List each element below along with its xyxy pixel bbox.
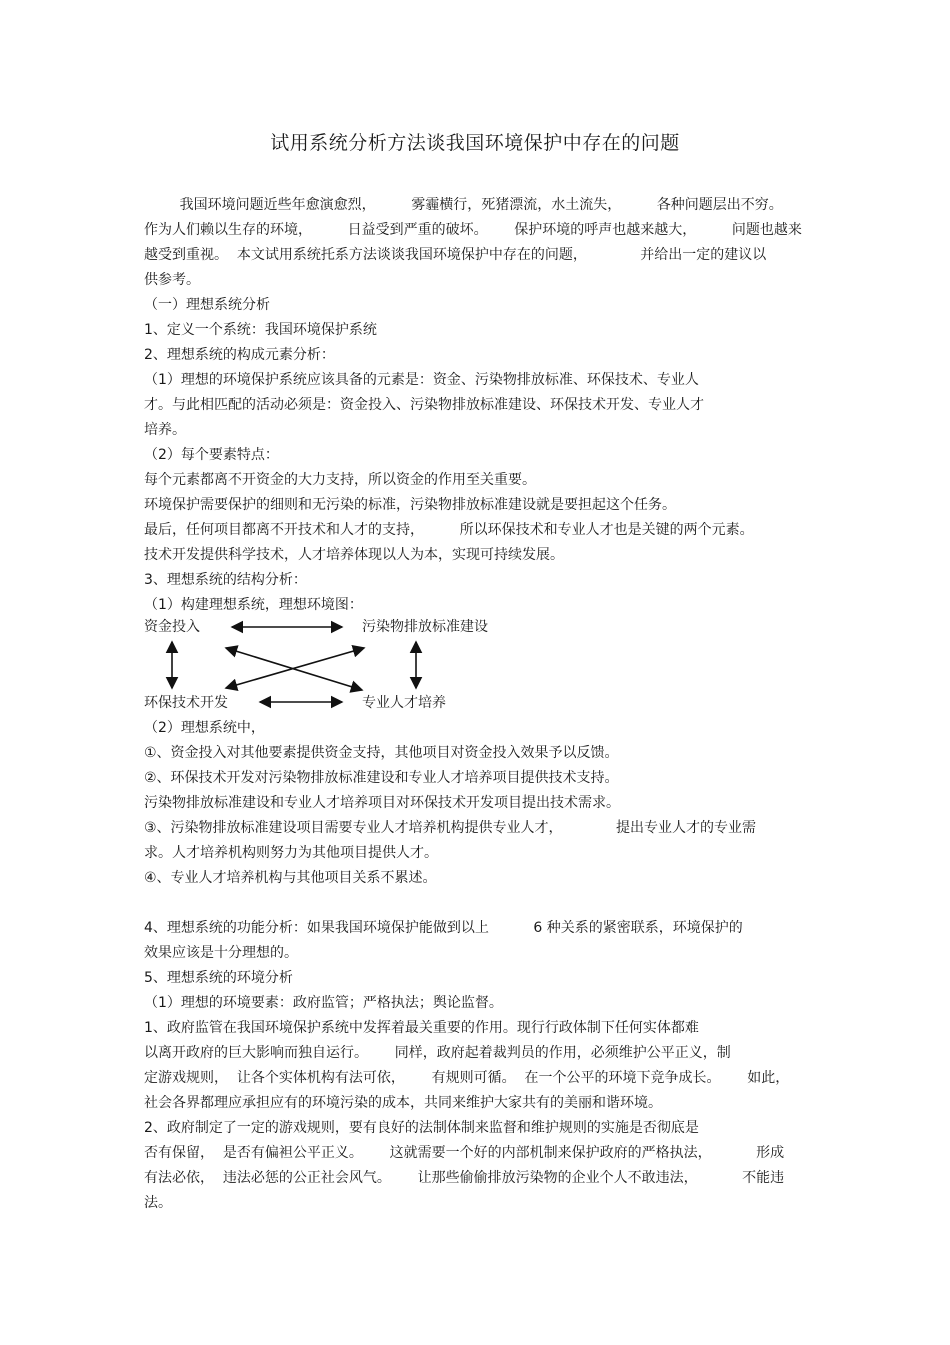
text-line: 1、定义一个系统：我国环境保护系统 — [144, 322, 377, 338]
text-line: 最后，任何项目都离不开技术和人才的支持， 所以环保技术和专业人才也是关键的两个元素。 — [144, 522, 754, 538]
text-line: （一）理想系统分析 — [144, 297, 270, 313]
diagram-arrows — [140, 614, 520, 714]
text-line: ①、资金投入对其他要素提供资金支持，其他项目对资金投入效果予以反馈。 — [144, 745, 619, 761]
node-eco-tech-development: 环保技术开发 — [144, 695, 228, 711]
node-talent-training: 专业人才培养 — [362, 695, 446, 711]
text-line: ②、环保技术开发对污染物排放标准建设和专业人才培养项目提供技术支持。 — [144, 770, 619, 786]
text-line: ③、污染物排放标准建设项目需要专业人才培养机构提供专业人才， 提出专业人才的专业需 — [144, 820, 756, 836]
text-line: 技术开发提供科学技术，人才培养体现以人为本，实现可持续发展。 — [144, 547, 564, 563]
text-line: 才。与此相匹配的活动必须是：资金投入、污染物排放标准建设、环保技术开发、专业人才 — [144, 397, 704, 413]
text-line: 有法必依， 违法必惩的公正社会风气。 让那些偷偷排放污染物的企业个人不敢违法， 不能违 — [144, 1170, 785, 1186]
text-line: 环境保护需要保护的细则和无污染的标准，污染物排放标准建设就是要担起这个任务。 — [144, 497, 676, 513]
text-line: （1）构建理想系统，理想环境图： — [144, 597, 363, 613]
document-title: 试用系统分析方法谈我国环境保护中存在的问题 — [270, 132, 680, 154]
text-line: 以离开政府的巨大影响而独自运行。 同样，政府起着裁判员的作用，必须维护公平正义，制 — [144, 1045, 731, 1061]
text-line: 2、理想系统的构成元素分析： — [144, 347, 335, 363]
text-line: （1）理想的环境保护系统应该具备的元素是：资金、污染物排放标准、环保技术、专业人 — [144, 372, 699, 388]
text-line: 社会各界都理应承担应有的环境污染的成本，共同来维护大家共有的美丽和谐环境。 — [144, 1095, 662, 1111]
text-line: 5、理想系统的环境分析 — [144, 970, 293, 986]
text-line: 越受到重视。 本文试用系统托系方法谈谈我国环境保护中存在的问题， 并给出一定的建议以 — [144, 247, 767, 263]
text-line: （1）理想的环境要素：政府监管；严格执法；舆论监督。 — [144, 995, 503, 1011]
text-line: 3、理想系统的结构分析： — [144, 572, 307, 588]
text-line: 1、政府监管在我国环境保护系统中发挥着最关重要的作用。现行行政体制下任何实体都难 — [144, 1020, 699, 1036]
text-line: 4、理想系统的功能分析：如果我国环境保护能做到以上 6 种关系的紧密联系，环境保护的 — [144, 920, 743, 936]
text-line: 作为人们赖以生存的环境， 日益受到严重的破坏。 保护环境的呼声也越来越大， 问题也越来 — [144, 222, 802, 238]
node-capital-investment: 资金投入 — [144, 619, 200, 635]
text-line: 法。 — [144, 1195, 172, 1211]
text-line: 供参考。 — [144, 272, 200, 288]
text-line: 污染物排放标准建设和专业人才培养项目对环保技术开发项目提出技术需求。 — [144, 795, 620, 811]
node-pollutant-standard: 污染物排放标准建设 — [362, 619, 488, 635]
text-line: 我国环境问题近些年愈演愈烈， 雾霾横行，死猪漂流，水土流失， 各种问题层出不穷。 — [144, 197, 783, 213]
text-line: 培养。 — [144, 422, 186, 438]
text-line: （2）理想系统中， — [144, 720, 265, 736]
text-line: 2、政府制定了一定的游戏规则，要有良好的法制体制来监督和维护规则的实施是否彻底是 — [144, 1120, 699, 1136]
text-line: 效果应该是十分理想的。 — [144, 945, 298, 961]
text-line: 否有保留， 是否有偏袒公平正义。 这就需要一个好的内部机制来保护政府的严格执法， 形成 — [144, 1145, 785, 1161]
text-line: ④、专业人才培养机构与其他项目关系不累述。 — [144, 870, 437, 886]
text-line: 定游戏规则， 让各个实体机构有法可依， 有规则可循。 在一个公平的环境下竞争成长。 如此， — [144, 1070, 790, 1086]
text-line: 每个元素都离不开资金的大力支持，所以资金的作用至关重要。 — [144, 472, 536, 488]
text-line: 求。人才培养机构则努力为其他项目提供人才。 — [144, 845, 438, 861]
ideal-system-diagram — [140, 614, 520, 714]
text-line: （2）每个要素特点： — [144, 447, 279, 463]
